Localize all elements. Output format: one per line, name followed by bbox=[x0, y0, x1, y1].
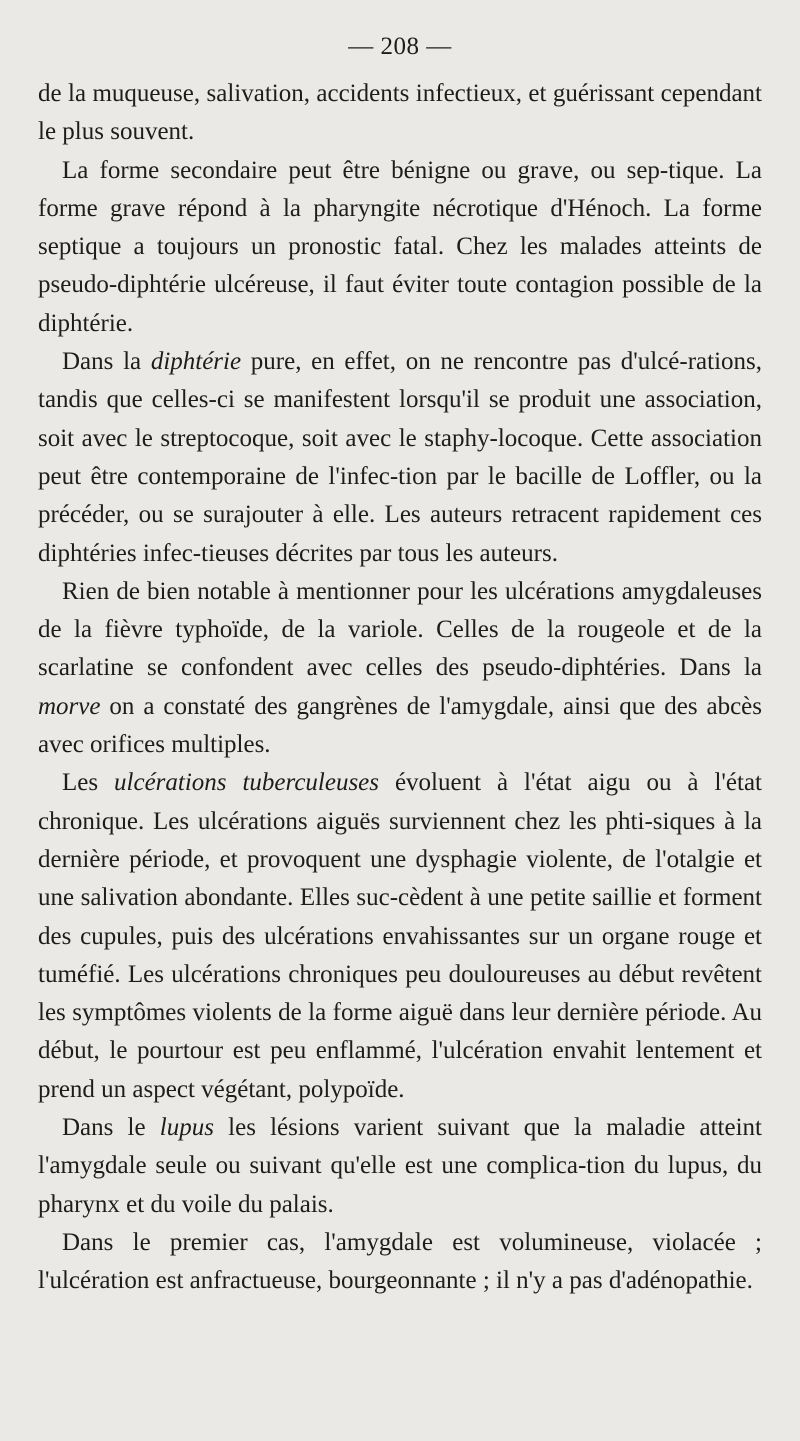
paragraph bbox=[38, 1224, 762, 1301]
text-run: on a constaté des gangrènes de l'amygdale, ainsi que des abcès avec orifices multiples. bbox=[38, 692, 762, 759]
text-run: les lésions varient suivant que la maladie atteint l'amygdale seule ou suivant qu'elle est une complica-tion du lupus, du pharynx et du voile du palais. bbox=[38, 1114, 762, 1218]
text-run: pure, en effet, on ne rencontre pas d'ulcé-rations, tandis que celles-ci se manifestent lorsqu'il se produit une association, soit avec le streptocoque, soit avec le staphy-locoque. Cette association peut être contemporaine de l'infec-tion par le bacille de Loffler, ou la précéder, ou se surajouter à elle. Les auteurs retracent rapidement ces diphtéries infec-tieuses décrites par tous les auteurs. bbox=[38, 348, 763, 567]
text-run: évoluent à l'état aigu ou à l'état chronique. Les ulcérations aiguës surviennent chez les phti-siques à la dernière période, et provoquent une dysphagie violente, de l'otalgie et une salivation abondante. Elles suc-cèdent à une petite saillie et forment des cupules, puis des ulcérations envahissantes sur un organe rouge et tuméfié. Les ulcérations chroniques peu douloureuses au début revêtent les symptômes violents de la forme aiguë dans leur dernière période. Au début, le pourtour est peu enflammé, l'ulcération envahit lentement et prend un aspect végétant, polypoïde. bbox=[38, 769, 762, 1103]
italic-term: morve bbox=[38, 692, 101, 720]
paragraph bbox=[38, 573, 762, 764]
body-text bbox=[38, 75, 762, 1301]
italic-term: ulcérations tuberculeuses bbox=[114, 769, 380, 797]
paragraph bbox=[38, 343, 762, 573]
page-number: — 208 — bbox=[348, 33, 452, 60]
text-run: Rien de bien notable à mentionner pour les ulcérations amygdaleuses de la fièvre typhoïde, de la variole. Celles de la rougeole et de la scarlatine se confondent avec celles des pseudo-diphtéries. Dans la bbox=[38, 577, 762, 682]
text-run: Dans la bbox=[62, 348, 151, 376]
paragraph bbox=[38, 152, 762, 343]
italic-term: diphtérie bbox=[150, 348, 242, 376]
paragraph bbox=[38, 764, 762, 1109]
italic-term: lupus bbox=[159, 1114, 214, 1142]
text-run: Dans le bbox=[62, 1114, 160, 1142]
text-run: de la muqueuse, salivation, accidents infectieux, et guérissant cependant le plus souvent. bbox=[38, 80, 762, 146]
text-run: Dans le premier cas, l'amygdale est volumineuse, violacée ; l'ulcération est anfractueuse, bourgeonnante ; il n'y a pas d'adénopathie. bbox=[38, 1228, 762, 1295]
paragraph bbox=[38, 75, 762, 152]
text-run: La forme secondaire peut être bénigne ou grave, ou sep-tique. La forme grave répond à la pharyngite nécrotique d'Hénoch. La forme septique a toujours un pronostic fatal. Chez les malades atteints de pseudo-diphtérie ulcéreuse, il faut éviter toute contagion possible de la diphtérie. bbox=[38, 156, 762, 337]
text-run: Les bbox=[62, 769, 115, 797]
paragraph bbox=[38, 1109, 762, 1224]
